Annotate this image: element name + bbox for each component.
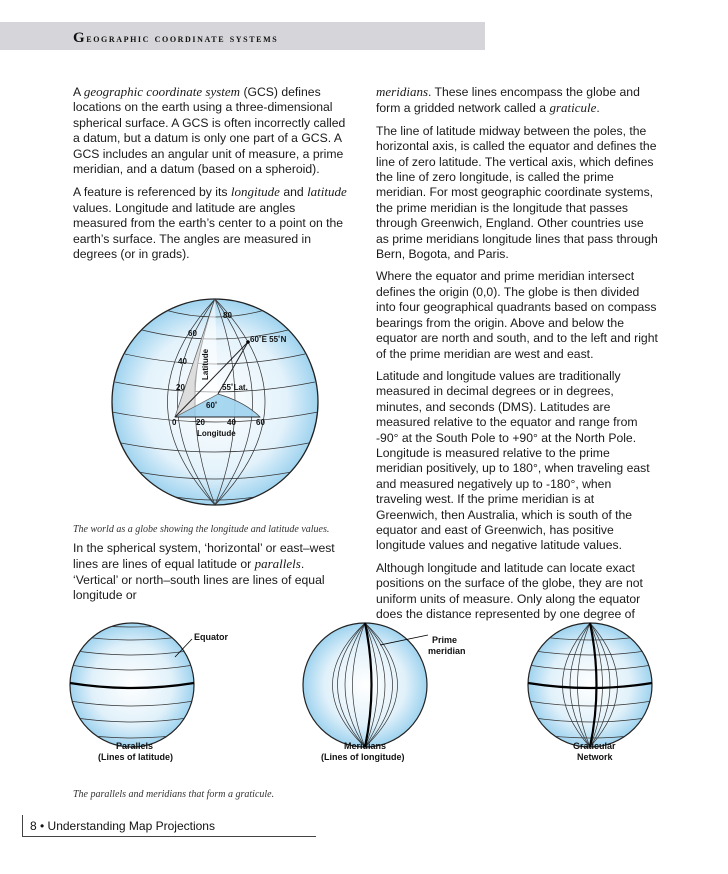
- paragraph-equator: The line of latitude midway between the poles, the horizontal axis, is called the equator and defines the line of zero latitude. The vertical axis, which defines the line of zero longitude, is called the prime meridian. For most geographic coordinate systems, the prime meridian is the longitude that passes through Greenwich, England. Other countries use as prime meridians longitude lines that pass through Bern, Bogota, and Paris.: [376, 123, 658, 262]
- paragraph-gcs-definition: [73, 84, 348, 177]
- footer-rule: [22, 836, 316, 837]
- equator-label: Equator: [194, 632, 229, 642]
- lat-angle-label: 55˚Lat.: [222, 383, 248, 392]
- lon-tick-40: 40: [227, 418, 236, 427]
- lat-tick-40: 40: [178, 357, 187, 366]
- paragraph-origin: Where the equator and prime meridian intersect defines the origin (0,0). The globe is then divided into four geographical quadrants based on compass bearings from the origin. Above and below the equator are north and south, and to the left and right of the prime meridian are west and east.: [376, 269, 658, 361]
- paragraph-dms: Latitude and longitude values are traditionally measured in decimal degrees or in degrees, minutes, and seconds (DMS). Latitudes are measured relative to the equator and range from -90° at the South Pole to +90° at the North Pole. Longitude is measured relative to the prime meridian positively, up to 180°, when traveling east and measured negatively up to -180°, when traveling west. If the prime meridian is at Greenwich, then Australia, which is south of the equator and east of Greenwich, has positive longitude values and negative latitude values.: [376, 368, 650, 553]
- globe-caption: The world as a globe showing the longitude and latitude values.: [73, 524, 330, 535]
- footer-vertical-rule: [22, 815, 23, 837]
- lat-tick-20: 20: [176, 383, 185, 392]
- text-run: A: [73, 85, 84, 99]
- graticule-figure: [60, 605, 700, 775]
- lon-tick-20: 20: [196, 418, 205, 427]
- text-run: .: [596, 101, 600, 116]
- longitude-axis-label: Longitude: [197, 429, 236, 438]
- term-graticule: graticule: [549, 100, 597, 116]
- term-latitude: latitude: [307, 184, 347, 200]
- section-title: [73, 30, 278, 47]
- term-meridians: meridians: [376, 84, 428, 99]
- meridians-label-1: Meridians: [344, 741, 387, 751]
- graticular-label-1: Graticular: [573, 741, 616, 751]
- text-run: values. Longitude and latitude are angles measured from the earth’s center to a point on the earth’s surface. The angles are measured in degrees (or in grads).: [73, 200, 344, 262]
- right-column: [376, 84, 658, 629]
- graticule-caption: The parallels and meridians that form a graticule.: [73, 789, 275, 800]
- section-title-initial: G: [73, 30, 87, 46]
- page-footer: 8 • Understanding Map Projections: [30, 819, 215, 833]
- text-run: In the spherical system, ‘horizontal’ or east–west lines are lines of equal latitude or: [73, 541, 335, 572]
- lon-tick-0: 0: [172, 418, 177, 427]
- term-longitude: longitude: [230, 184, 280, 200]
- text-run: and: [279, 185, 308, 200]
- lon-tick-60: 60: [256, 418, 265, 427]
- lat-tick-60: 60: [188, 329, 197, 338]
- left-column-lower: [73, 541, 345, 611]
- text-run: . ‘Vertical’ or north–south lines are lines of equal longitude or: [73, 557, 325, 603]
- text-run: . These lines encompass the globe and form a gridded network called a: [376, 85, 640, 116]
- meridians-label-2: (Lines of longitude): [321, 752, 405, 762]
- lat-tick-80: 80: [223, 311, 232, 320]
- globe-figure: [100, 282, 330, 522]
- paragraph-parallels: [73, 541, 345, 604]
- paragraph-meridians: [376, 84, 658, 117]
- text-run: (GCS) defines locations on the earth using a three-dimensional spherical surface. A GCS is often incorrectly called a datum, but a datum is only one part of a GCS. A GCS includes an angular unit of measure, a prime meridian, and a datum (based on a spheroid).: [73, 85, 346, 177]
- latitude-axis-label: Latitude: [201, 348, 210, 380]
- paragraph-uniform-units: Although longitude and latitude can locate exact positions on the surface of the globe, they are not uniform units of measure. Only along the equator does the distance represented by one degree of: [376, 560, 643, 621]
- parallels-label-1: Parallels: [116, 741, 154, 751]
- paragraph-feature-reference: [73, 184, 348, 262]
- point-label: 60˚E 55˚N: [250, 335, 287, 344]
- prime-label-1: Prime: [432, 635, 458, 645]
- graticular-globe: [528, 623, 652, 747]
- text-run: A feature is referenced by its: [73, 185, 231, 200]
- section-title-rest: eographic coordinate systems: [86, 31, 279, 45]
- term-parallels: parallels: [254, 556, 301, 572]
- graticular-label-2: Network: [577, 752, 613, 762]
- prime-label-2: meridian: [428, 646, 466, 656]
- parallels-label-2: (Lines of latitude): [98, 752, 173, 762]
- parallels-globe: [70, 623, 194, 747]
- term-gcs: geographic coordinate system: [83, 84, 241, 99]
- lon-angle-label: 60˚: [206, 401, 218, 410]
- left-column: [73, 84, 348, 269]
- meridians-globe: [303, 623, 428, 747]
